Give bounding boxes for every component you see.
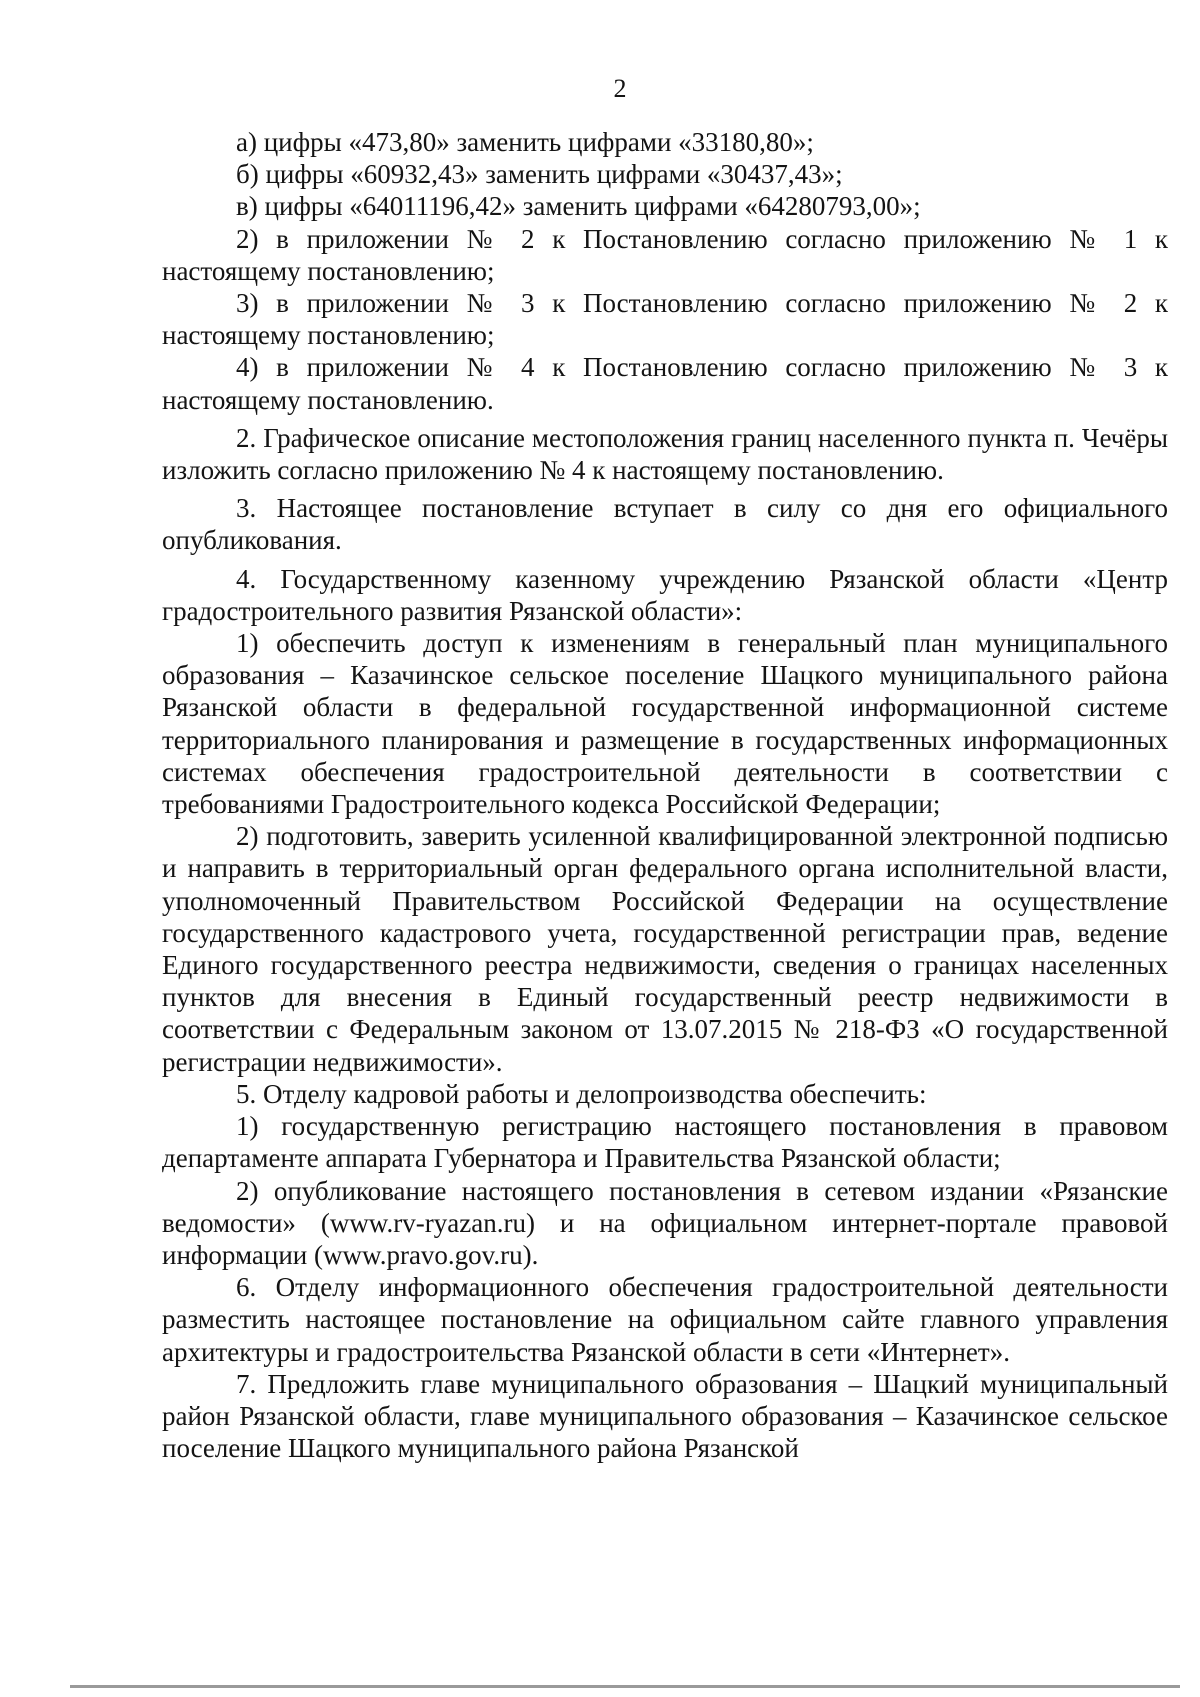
page-number: 2 — [613, 74, 627, 103]
scan-edge-line — [70, 1685, 1180, 1688]
document-body — [162, 126, 1168, 1464]
paragraph-item-v: в) цифры «64011196,42» заменить цифрами «64280793,00»; — [236, 191, 921, 222]
paragraph-point-4: 4. Государственному казенному учреждению Рязанской области «Центр градостроительного развития Рязанской области»: — [162, 563, 1168, 626]
paragraph-subitem-2: 2) в приложении № 2 к Постановлению согласно приложению № 1 к настоящему постановлению; — [162, 223, 1168, 286]
paragraph-point-4-sub-2: 2) подготовить, заверить усиленной квалифицированной электронной подписью и направить в территориальный орган федерального органа исполнительной власти, уполномоченный Правительством Российской Федерации на осуществление государственного кадастрового учета, государственной регистрации прав, ведение Единого государственного реестра недвижимости, сведения о границах населенных пунктов для внесения в Единый государственный реестр недвижимости в соответствии с Федеральным законом от 13.07.2015 № 218-ФЗ «О государственной регистрации недвижимости». — [162, 821, 1168, 1077]
paragraph-point-5-sub-2: 2) опубликование настоящего постановления в сетевом издании «Рязанские ведомости» (www.rv-ryazan.ru) и на официальном интернет-портале правовой информации (www.pravo.gov.ru). — [162, 1175, 1168, 1270]
paragraph-point-4-sub-1: 1) обеспечить доступ к изменениям в генеральный план муниципального образования – Казачинское сельское поселение Шацкого муниципального района Рязанской области в федеральной государственной информационной системе территориального планирования и размещение в государственных информационных системах обеспечения градостроительной деятельности в соответствии с требованиями Градостроительного кодекса Российской Федерации; — [162, 628, 1168, 820]
paragraph-item-a: а) цифры «473,80» заменить цифрами «33180,80»; — [236, 127, 814, 157]
paragraph-point-2: 2. Графическое описание местоположения границ населенного пункта п. Чечёры изложить согласно приложению № 4 к настоящему постановлению. — [162, 422, 1168, 486]
paragraph-point-5-sub-1: 1) государственную регистрацию настоящего постановления в правовом департаменте аппарата Губернатора и Правительства Рязанской области; — [162, 1111, 1168, 1174]
paragraph-point-6: 6. Отделу информационного обеспечения градостроительной деятельности разместить настоящее постановление на официальном сайте главного управления архитектуры и градостроительства Рязанской области в сети «Интернет». — [162, 1272, 1168, 1367]
paragraph-subitem-3: 3) в приложении № 3 к Постановлению согласно приложению № 2 к настоящему постановлению; — [162, 288, 1168, 351]
paragraph-point-5: 5. Отделу кадровой работы и делопроизводства обеспечить: — [236, 1078, 927, 1109]
paragraph-point-7: 7. Предложить главе муниципального образования – Шацкий муниципальный район Рязанской области, главе муниципального образования – Казачинское сельское поселение Шацкого муниципального района Рязанской — [162, 1368, 1168, 1464]
paragraph-subitem-4: 4) в приложении № 4 к Постановлению согласно приложению № 3 к настоящему постановлению. — [162, 352, 1168, 415]
paragraph-point-3: 3. Настоящее постановление вступает в силу со дня его официального опубликования. — [162, 493, 1168, 556]
paragraph-item-b: б) цифры «60932,43» заменить цифрами «30437,43»; — [236, 159, 843, 190]
